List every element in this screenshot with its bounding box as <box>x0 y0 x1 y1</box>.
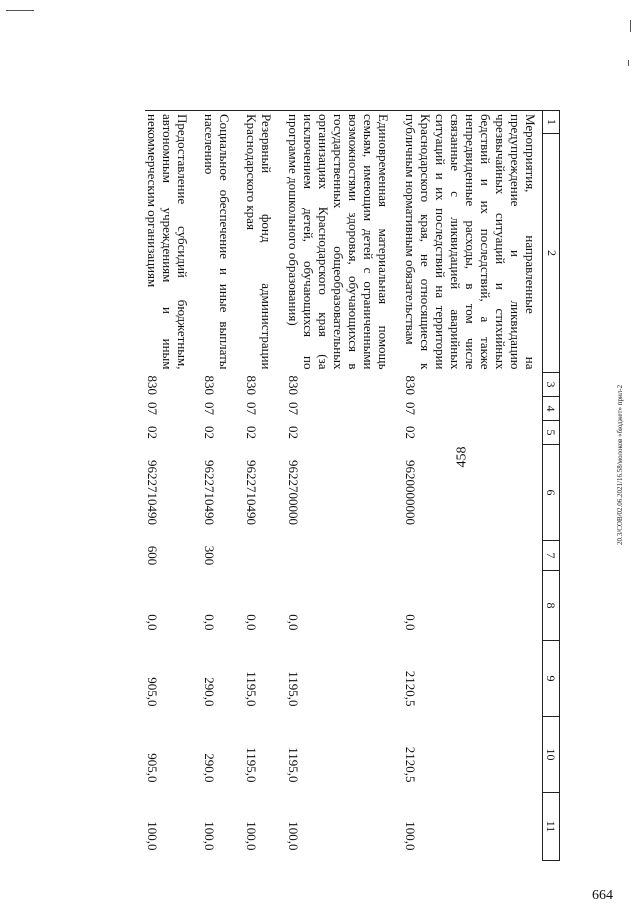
row-value-cell <box>286 541 403 571</box>
row-value-cell: 100,0 <box>202 821 217 851</box>
row-value-cell: 100,0 <box>286 821 301 851</box>
header-cell: 8 <box>543 571 560 641</box>
row-value-cell: 0,0 <box>286 614 301 631</box>
row-name-cell: Предоставление субсидий бюджетным, автономным учреждениям и иным некоммерческим организациям <box>145 111 202 373</box>
table-header <box>543 111 560 861</box>
table-row <box>145 111 202 861</box>
row-value-cell: 1195,0 <box>286 747 301 783</box>
row-value-cell: 02 <box>286 426 301 439</box>
row-value-cell: 830 <box>145 375 160 395</box>
scan-speck <box>6 10 34 11</box>
row-value-cell: 9622710490 <box>202 460 217 525</box>
row-value-cell: 1195,0 <box>286 671 301 707</box>
row-value-cell: 0,0 <box>403 614 418 631</box>
row-value-cell: 830 <box>244 375 259 395</box>
row-value-cell: 600 <box>145 545 160 566</box>
header-cell: 9 <box>543 641 560 717</box>
table-body <box>145 111 543 861</box>
page-number-bottom: 664 <box>592 888 613 903</box>
header-cell: 4 <box>543 397 560 421</box>
row-value-cell <box>244 541 286 571</box>
row-value-cell: 07 <box>286 402 301 415</box>
row-value-cell: 9622710490 <box>244 460 259 525</box>
scan-speck <box>630 20 631 32</box>
header-cell: 11 <box>543 793 560 861</box>
budget-table <box>145 110 560 861</box>
row-value-cell: 02 <box>403 426 418 439</box>
header-cell: 7 <box>543 541 560 571</box>
header-cell: 5 <box>543 421 560 445</box>
row-value-cell: 07 <box>202 402 217 415</box>
row-value-cell: 2120,5 <box>403 670 418 707</box>
row-value-cell: 07 <box>403 402 418 415</box>
table-row <box>202 111 244 861</box>
row-value-cell: 290,0 <box>202 677 217 707</box>
row-value-cell: 1195,0 <box>244 747 259 783</box>
row-value-cell: 300 <box>202 545 217 566</box>
row-value-cell: 9620000000 <box>403 460 418 525</box>
row-value-cell: 100,0 <box>403 821 418 851</box>
scan-speck <box>628 60 629 66</box>
file-stamp: 20.3/СОВ/02.06.2021/16.58/молоков «бюджет» прил-2 <box>616 384 624 545</box>
header-cell: 3 <box>543 373 560 397</box>
row-value-cell: 1195,0 <box>244 671 259 707</box>
row-value-cell: 830 <box>403 375 418 395</box>
table-row <box>403 111 543 861</box>
row-value-cell: 0,0 <box>244 614 259 631</box>
page-number-top: 458 <box>454 446 470 468</box>
budget-table-rotated <box>105 110 560 860</box>
row-value-cell: 07 <box>244 402 259 415</box>
table-row <box>286 111 403 861</box>
row-value-cell: 02 <box>145 426 160 439</box>
row-value-cell: 100,0 <box>145 821 160 851</box>
row-value-cell: 0,0 <box>145 614 160 631</box>
row-value-cell: 07 <box>145 402 160 415</box>
row-value-cell: 100,0 <box>244 821 259 851</box>
row-value-cell: 02 <box>202 426 217 439</box>
row-value-cell: 290,0 <box>202 753 217 783</box>
row-value-cell: 0,0 <box>202 614 217 631</box>
row-value-cell: 830 <box>286 375 301 395</box>
row-value-cell: 9622710490 <box>145 460 160 525</box>
header-cell: 1 2 <box>543 111 560 373</box>
row-name-cell: Единовременная материальная помощь семьям, имеющим детей с ограниченными возможностями здоровья, обучающихся в государственных общеобразовательных организациях Краснодарского края (за исключением детей, обучающихся по программе дошкольного образования) <box>286 111 403 373</box>
row-name-cell: Резервный фонд администрации Краснодарского края <box>244 111 286 373</box>
header-cell: 10 <box>543 717 560 793</box>
row-name-cell: Социальное обеспечение и иные выплаты населению <box>202 111 244 373</box>
row-value-cell: 02 <box>244 426 259 439</box>
row-value-cell: 2120,5 <box>403 746 418 783</box>
table-row <box>244 111 286 861</box>
header-cell: 6 <box>543 445 560 541</box>
row-value-cell: 905,0 <box>145 753 160 783</box>
row-value-cell: 830 <box>202 375 217 395</box>
row-name-cell: Мероприятия, направленные на предупреждение и ликвидацию чрезвычайных ситуаций и стихийных бедствий и их последствий, а также непредвиденные расходы, в том числе связанные с ликвидацией аварийных ситуаций и их последствий на территории Краснодарского края, не относящиеся к публичным нормативным обязательствам <box>403 111 543 373</box>
row-value-cell <box>403 541 543 571</box>
row-value-cell: 9622700000 <box>286 460 301 525</box>
row-value-cell: 905,0 <box>145 677 160 707</box>
